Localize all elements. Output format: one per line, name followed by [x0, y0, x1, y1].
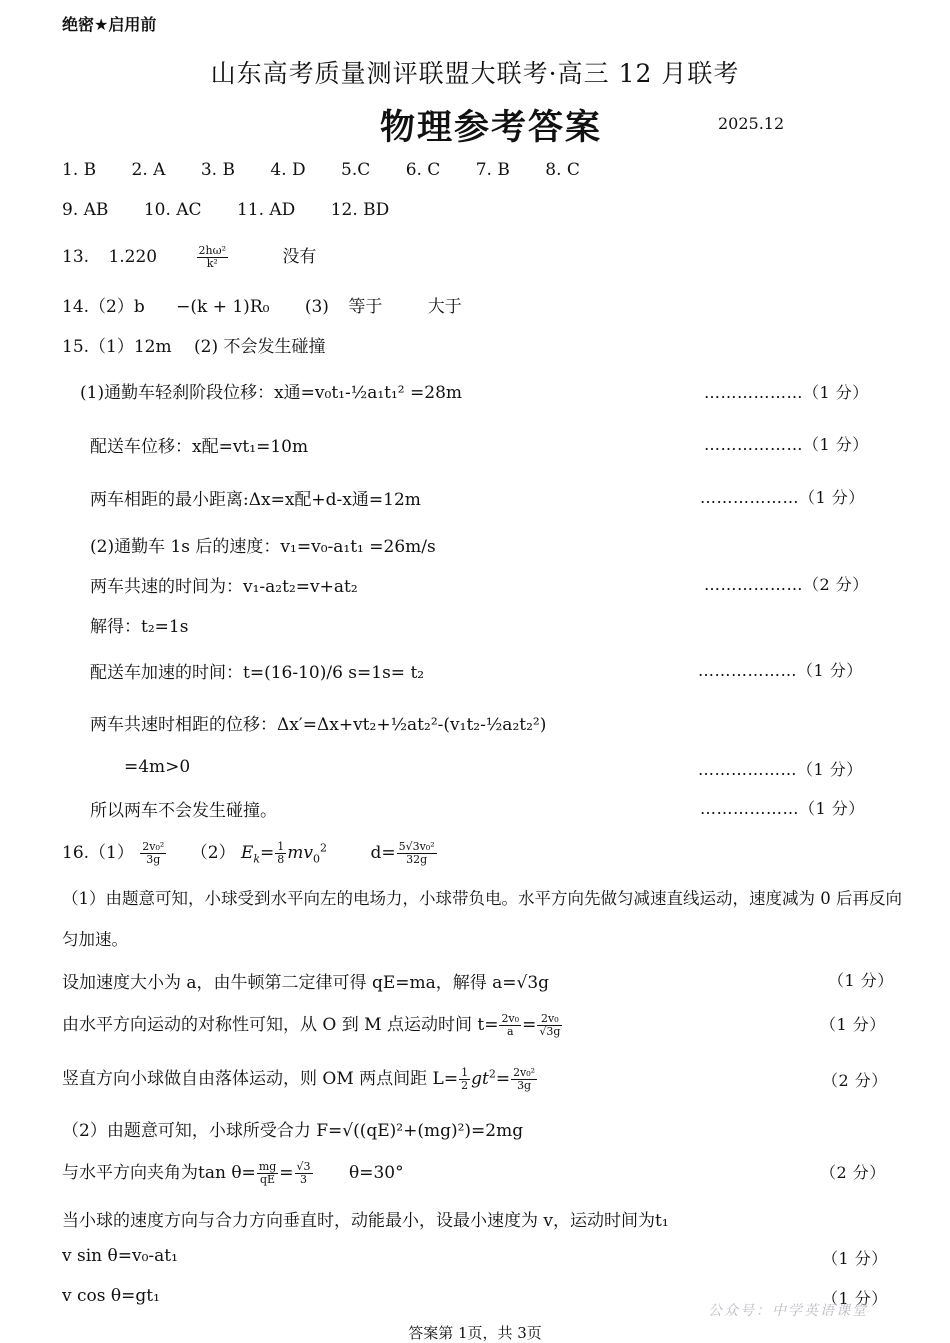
- q16-ek: $E_k=$: [240, 843, 275, 866]
- q13-frac-num: 2hω²: [198, 244, 226, 257]
- q14-answer-1: 等于: [348, 297, 383, 317]
- q16-score: （1 分）: [828, 971, 894, 990]
- q14-answer: [62, 292, 462, 317]
- q16-score: （1 分）: [822, 1289, 888, 1308]
- mc-answer: 9. AB: [62, 200, 109, 220]
- q15-step: 解得：t₂=1s: [90, 617, 189, 637]
- q15-step: 所以两车不会发生碰撞。: [90, 801, 277, 821]
- q13-answer: [62, 242, 316, 270]
- q15-summary: 15.（1）12m (2) 不会发生碰撞: [62, 337, 326, 357]
- q13-num: 13.: [62, 247, 90, 267]
- mc-answer: 12. BD: [330, 200, 390, 220]
- q16-paragraph-1: （1）由题意可知，小球受到水平向左的电场力，小球带负电。水平方向先做匀减速直线运动，速度减为 0 后再反向匀加速。: [62, 889, 902, 949]
- q15-score: ………………（1 分）: [698, 661, 863, 680]
- q16-ans1-fraction: $\frac{\text{2v₀²}}{3g}$: [142, 840, 165, 866]
- q15-step: 两车共速时相距的位移：Δx′=Δx+vt₂+½at₂²-(v₁t₂-½a₂t₂²): [90, 715, 547, 735]
- watermark: 公众号：中学英语课堂: [708, 1303, 868, 1319]
- mc-answer: 5.C: [341, 160, 371, 180]
- q15-step: 配送车位移：x配=vt₁=10m: [90, 437, 309, 457]
- answer-key-title: 物理参考答案: [380, 108, 603, 148]
- q16-step: （2）由题意可知，小球所受合力 F=√((qE)²+(mg)²)=2mg: [62, 1121, 524, 1141]
- mc-answer: 1. B: [62, 160, 97, 180]
- q16-label-1: 16.（1）: [62, 843, 134, 863]
- q15-score: ………………（1 分）: [704, 383, 869, 402]
- mc-answer: 8. C: [545, 160, 580, 180]
- q16-step: 竖直方向小球做自由落体运动，则 OM 两点间距 L= $\frac{1}{2}$ $gt^2=$ $\frac{\text{2v₀²}}{3g}$: [62, 1066, 536, 1092]
- q13-text: 没有: [282, 247, 317, 267]
- q16-label-d: d=: [370, 843, 396, 863]
- q14-expr: −(k + 1)R₀: [176, 297, 270, 317]
- q15-step: (2)通勤车 1s 后的速度：v₁=v₀-a₁t₁ =26m/s: [90, 537, 436, 557]
- mc-answer: 6. C: [405, 160, 441, 180]
- secret-label: 绝密★启用前: [62, 15, 157, 34]
- q13-value: 1.220: [108, 247, 158, 267]
- q16-score: （1 分）: [820, 1015, 886, 1034]
- q14-answer-2: 大于: [427, 297, 462, 317]
- q15-step: 两车共速的时间为：v₁-a₂t₂=v+at₂: [90, 577, 358, 597]
- q15-score: ………………（1 分）: [700, 488, 865, 507]
- q15-score: ………………（1 分）: [704, 435, 869, 454]
- mc-row-2: [62, 200, 419, 220]
- q14-num: 14.（2）b: [62, 297, 145, 317]
- mc-answer: 2. A: [131, 160, 166, 180]
- q16-score: （2 分）: [820, 1163, 886, 1182]
- mc-row-1: [62, 160, 610, 180]
- page-footer: 答案第 1页，共 3页: [408, 1324, 542, 1342]
- q16-step: 当小球的速度方向与合力方向垂直时，动能最小，设最小速度为 v，运动时间为t₁: [62, 1211, 669, 1231]
- q15-step: 两车相距的最小距离:Δx=x配+d-x通=12m: [90, 490, 421, 510]
- exam-date: 2025.12: [718, 114, 785, 133]
- q15-step: (1)通勤车轻刹阶段位移：x通=v₀t₁-½a₁t₁² =28m: [80, 383, 463, 403]
- q14-part3: (3): [304, 297, 329, 317]
- q16-ek-fraction: $\frac{1}{8}$: [277, 840, 285, 866]
- q16-step: v cos θ=gt₁: [62, 1286, 160, 1306]
- mc-answer: 10. AC: [143, 200, 202, 220]
- q16-step: 设加速度大小为 a，由牛顿第二定律可得 qE=ma，解得 a=√3g: [62, 973, 550, 993]
- q16-score: （2 分）: [822, 1071, 888, 1090]
- q15-step: =4m>0: [124, 757, 191, 777]
- mc-answer: 3. B: [200, 160, 235, 180]
- mc-answer: 11. AD: [236, 200, 296, 220]
- mc-answer: 4. D: [270, 160, 306, 180]
- q16-step: v sin θ=v₀-at₁: [62, 1246, 178, 1266]
- q15-score: ………………（2 分）: [704, 575, 869, 594]
- q15-score: ………………（1 分）: [698, 760, 863, 779]
- q15-score: ………………（1 分）: [700, 799, 865, 818]
- q16-label-2: （2）: [190, 843, 236, 863]
- q16-d-fraction: $\frac{\text{5√3v₀²}}{32g}$: [398, 840, 435, 866]
- q13-frac-den: k²: [206, 257, 218, 270]
- q16-step: 由水平方向运动的对称性可知，从 O 到 M 点运动时间 t= $\frac{\text{2v₀}}{a}$ = $\frac{\text{2v₀}}{√3g}$: [62, 1012, 561, 1038]
- mc-answer: 7. B: [475, 160, 510, 180]
- q16-score: （1 分）: [822, 1249, 888, 1268]
- q16-step: 与水平方向夹角为tan θ= $\frac{mg}{qE}$ = $\frac{√3}{3}$ θ=30°: [62, 1160, 404, 1186]
- q16-summary: 16.（1） $\frac{\text{2v₀²}}{3g}$ （2） $E_k=$ $\frac{1}{8}$ $mv_0^2$ d= $\frac{\text{5√3v₀²}}{32g}$: [62, 840, 435, 866]
- q13-fraction: [197, 245, 228, 270]
- q15-step: 配送车加速的时间：t=(16-10)/6 s=1s= t₂: [90, 663, 425, 683]
- exam-title: 山东高考质量测评联盟大联考·高三 12 月联考: [210, 59, 740, 88]
